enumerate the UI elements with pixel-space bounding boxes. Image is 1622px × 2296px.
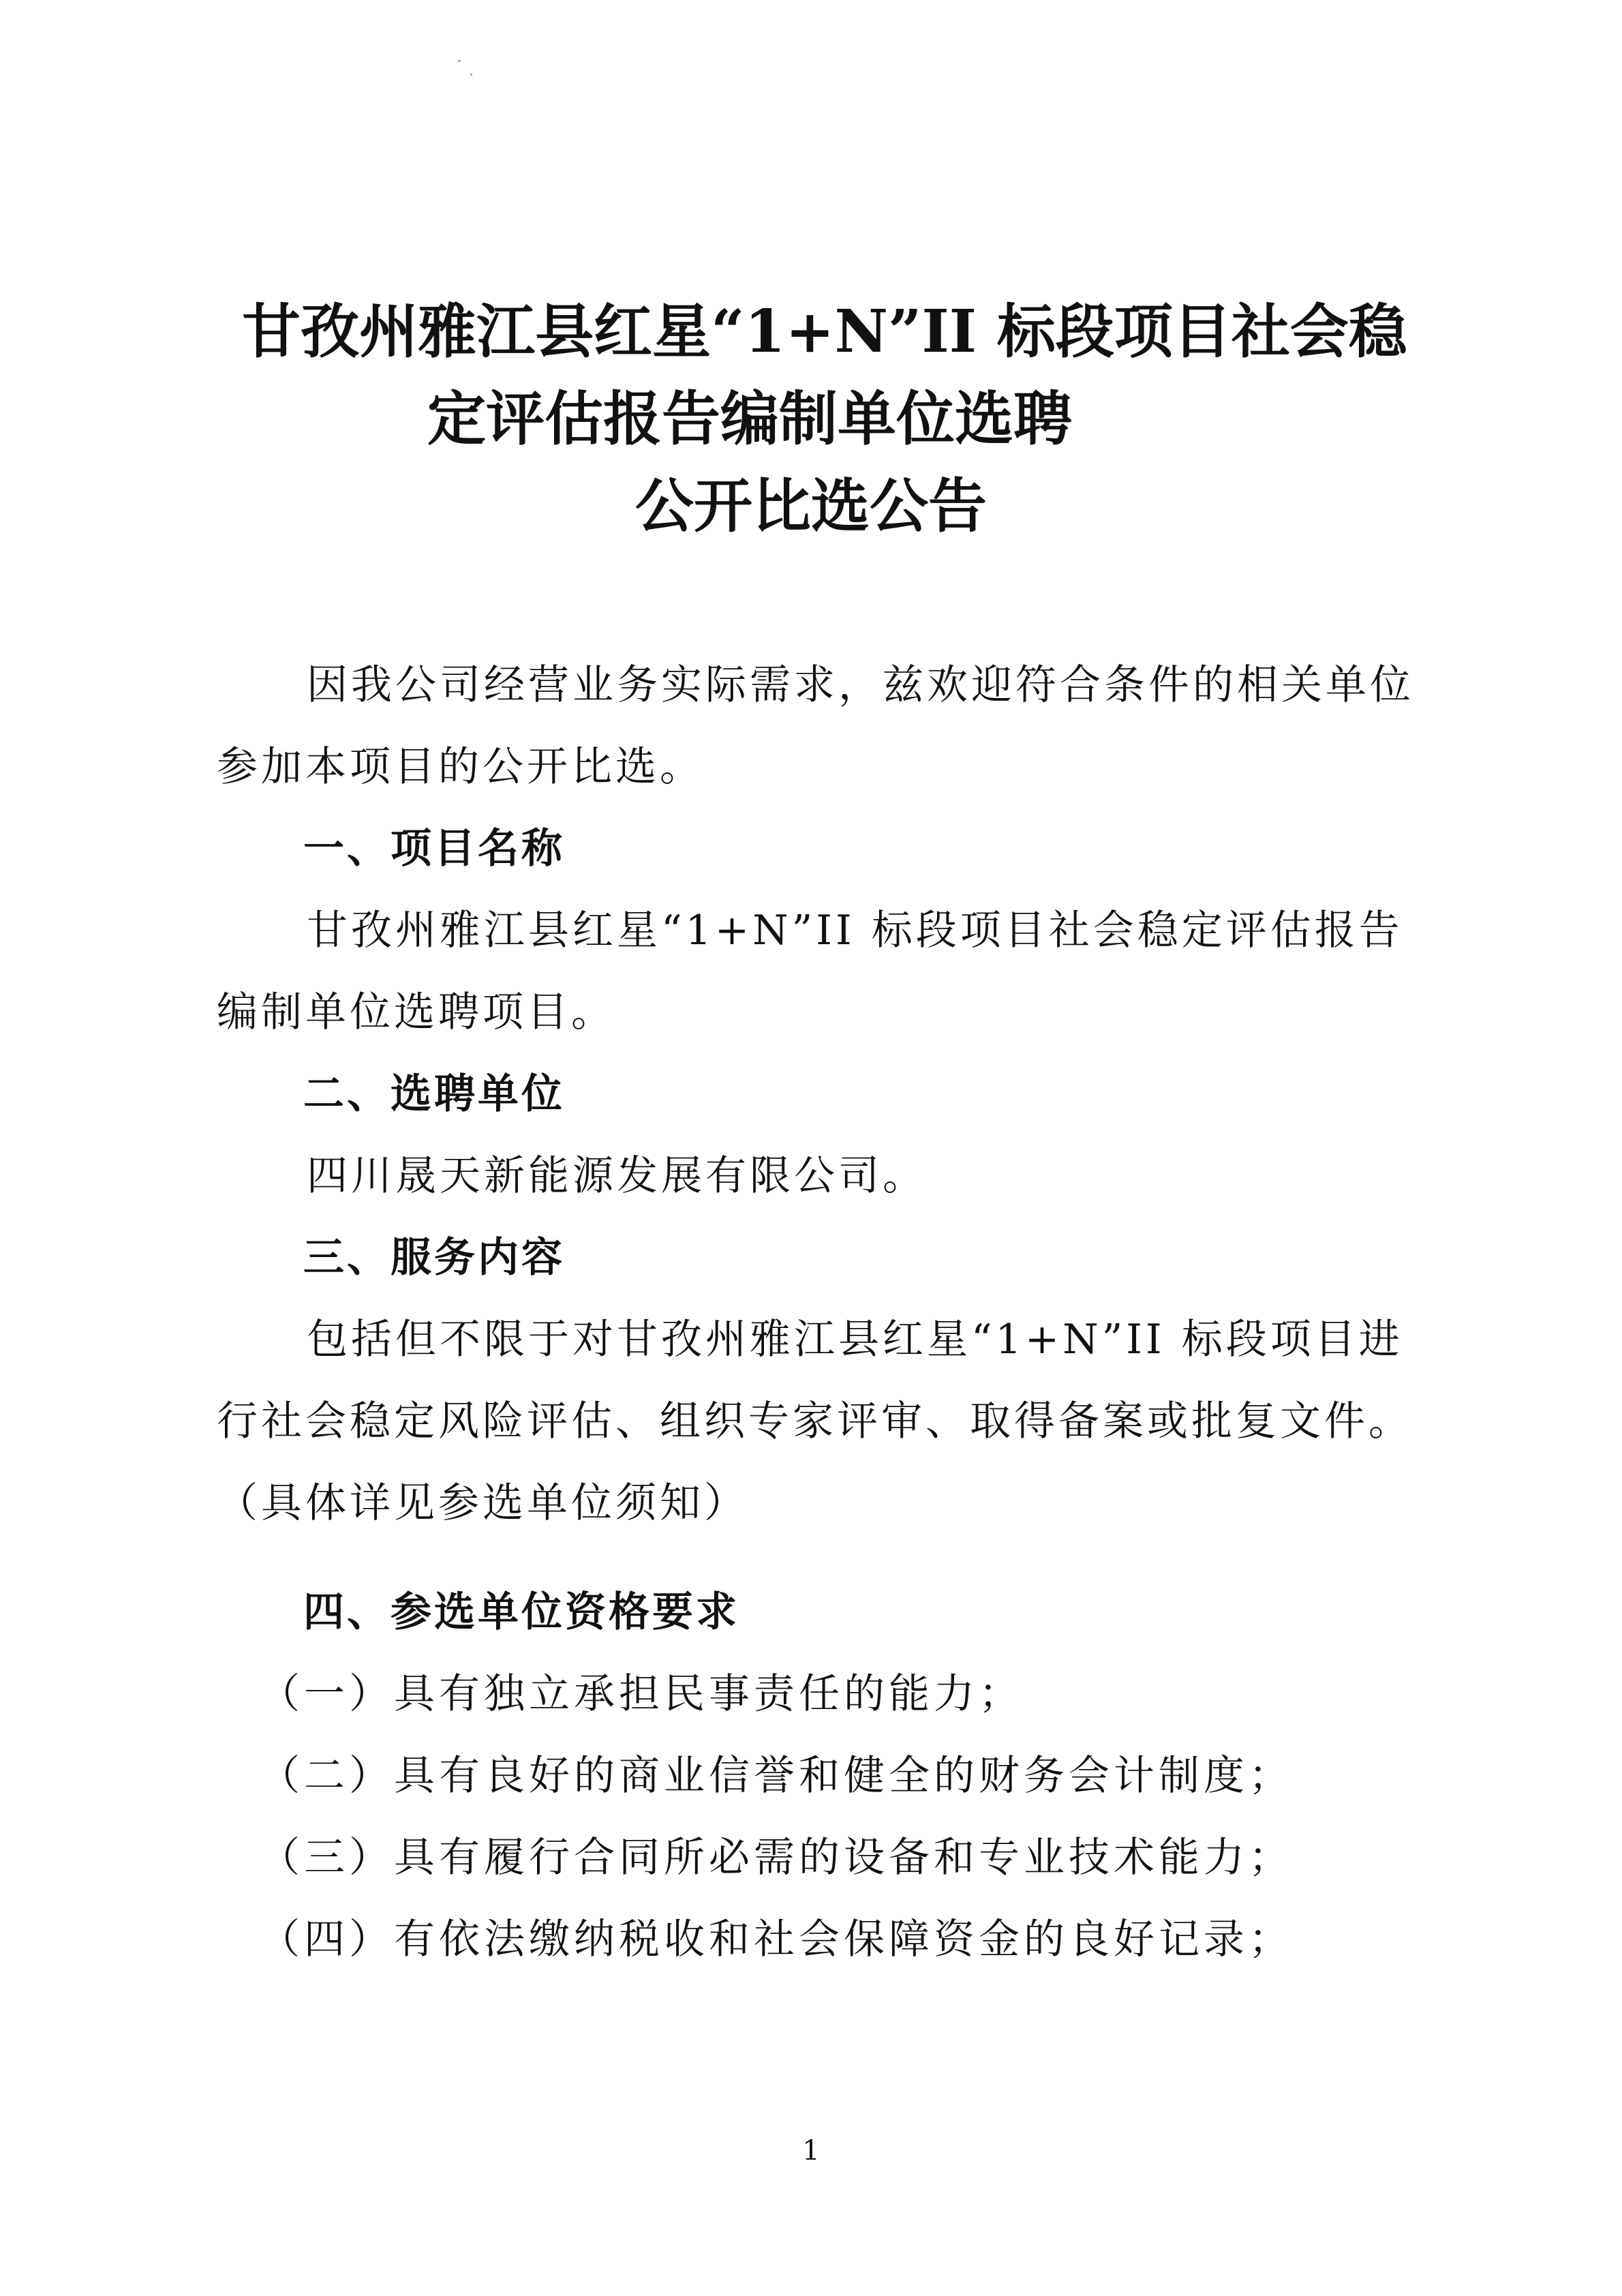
qualification-item: （三）具有履行合同所必需的设备和专业技术能力； — [259, 1834, 1294, 1882]
qualification-item: （四）有依法缴纳税收和社会保障资金的良好记录； — [259, 1916, 1294, 1963]
qualification-item: （二）具有良好的商业信誉和健全的财务会计制度； — [259, 1752, 1294, 1800]
intro-paragraph — [217, 644, 1430, 808]
project-name-text: 甘孜州雅江县红星“1+N”II 标段项目社会稳定评估报告编制单位选聘项目。 — [217, 907, 1403, 1036]
scan-speck — [458, 60, 461, 62]
scan-speck — [470, 74, 472, 76]
qualification-item: （一）具有独立承担民事责任的能力； — [259, 1670, 1024, 1718]
section-body-project-name — [217, 890, 1430, 1053]
section-heading-hiring-unit: 二、选聘单位 — [303, 1070, 565, 1118]
document-title-line-2: 定评估报告编制单位选聘 — [427, 384, 1072, 453]
section-heading-project-name: 一、项目名称 — [303, 825, 565, 873]
section-heading-service-content: 三、服务内容 — [303, 1234, 565, 1282]
section-body-hiring-unit — [217, 1135, 1430, 1217]
page-number: 1 — [802, 2135, 820, 2166]
hiring-unit-text: 四川晟天新能源发展有限公司。 — [307, 1152, 927, 1200]
section-body-service-content — [217, 1299, 1430, 1544]
service-content-text: 包括但不限于对甘孜州雅江县红星“1+N”II 标段项目进行社会稳定风险评估、组织专家评审、取得备案或批复文件。（具体详见参选单位须知） — [217, 1316, 1413, 1527]
intro-text: 因我公司经营业务实际需求，兹欢迎符合条件的相关单位参加本项目的公开比选。 — [217, 661, 1414, 791]
document-title-line-1: 甘孜州雅江县红星“1+N”II 标段项目社会稳 — [242, 297, 1407, 366]
document-title-line-3: 公开比选公告 — [635, 472, 987, 541]
section-heading-qualifications: 四、参选单位资格要求 — [303, 1588, 739, 1636]
